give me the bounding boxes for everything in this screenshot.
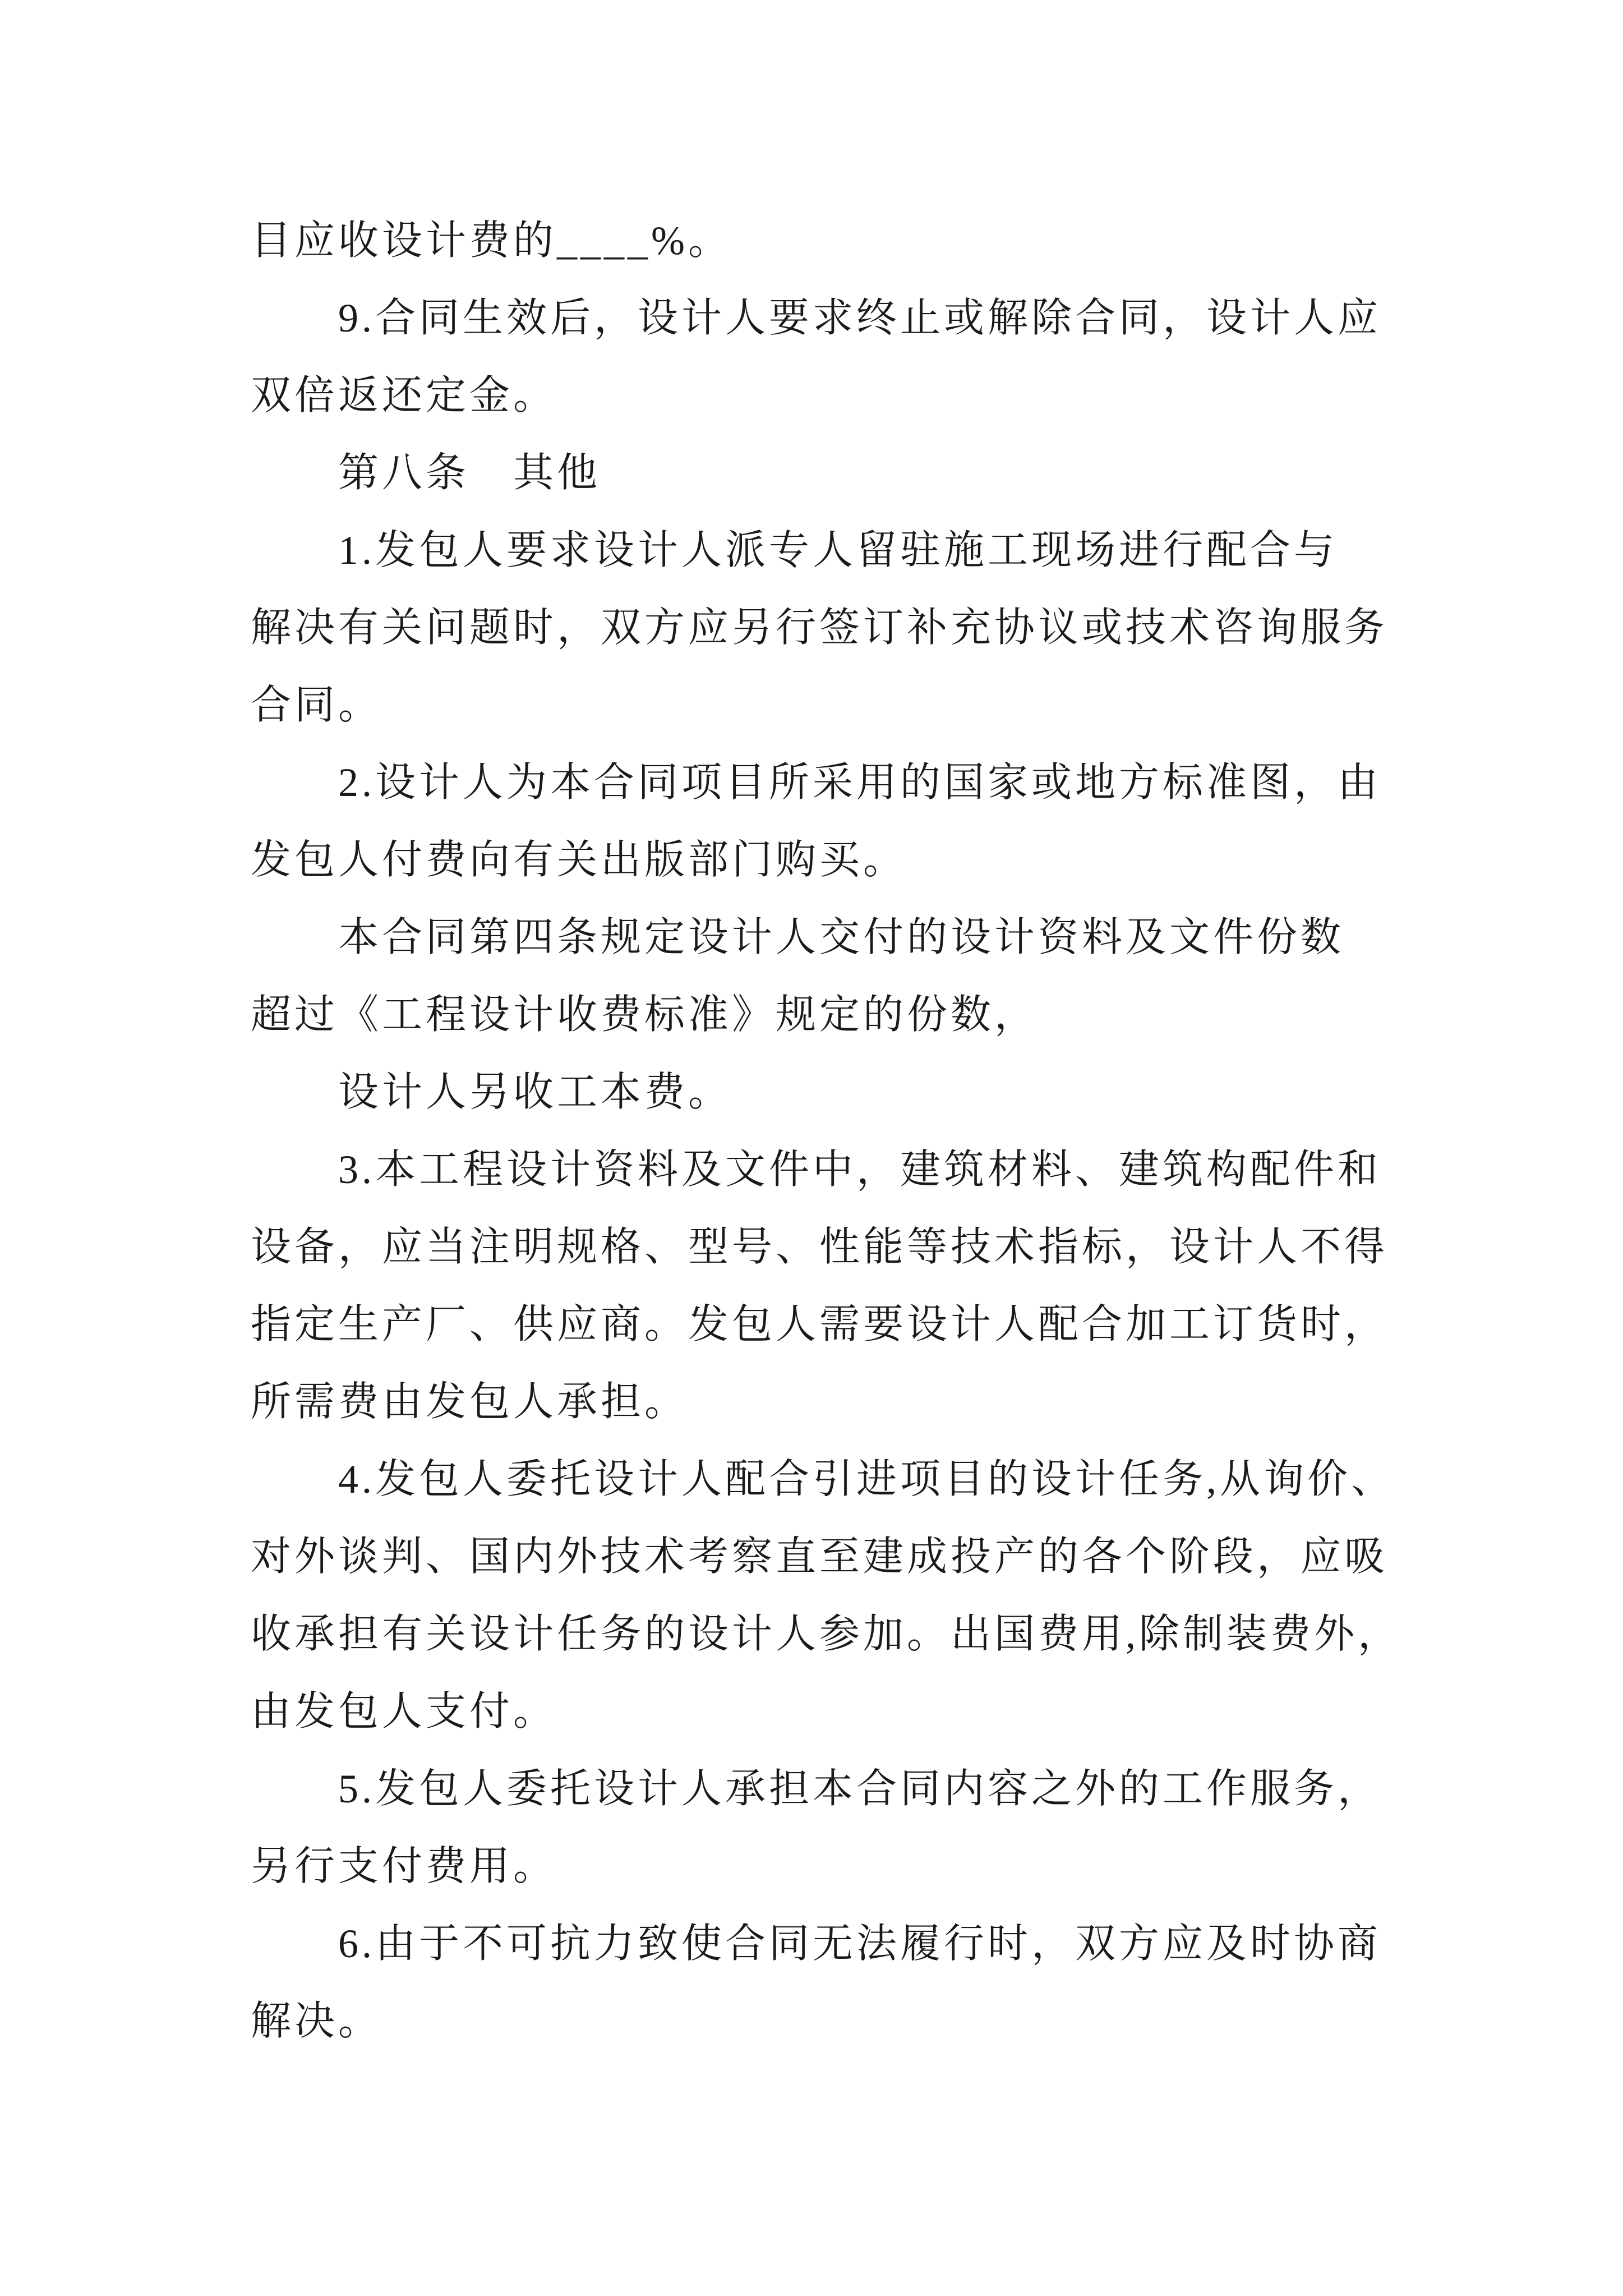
paragraph-item-4	[251, 1441, 1451, 1750]
text-line: 发包人付费向有关出版部门购买。	[251, 838, 907, 882]
text-line: 6.由于不可抗力致使合同无法履行时，双方应及时协商	[338, 1921, 1382, 1966]
text-line: 收承担有关设计任务的设计人参加。出国费用,除制装费外，	[251, 1612, 1402, 1657]
text-line: 所需费由发包人承担。	[251, 1379, 689, 1424]
paragraph-item-3	[251, 1131, 1451, 1441]
text-line: 由发包人支付。	[251, 1689, 557, 1734]
paragraph	[251, 899, 1451, 1053]
text-line: 另行支付费用。	[251, 1844, 557, 1889]
text-line: 5.发包人委托设计人承担本合同内容之外的工作服务，	[338, 1766, 1382, 1811]
text-line: 1.发包人要求设计人派专人留驻施工现场进行配合与	[338, 528, 1338, 573]
text-line: 设计人另收工本费。	[338, 1070, 732, 1115]
text-line: 9.合同生效后，设计人要求终止或解除合同，设计人应	[338, 296, 1382, 341]
paragraph-item-1	[251, 512, 1451, 744]
text-line: 目应收设计费的____%。	[251, 218, 732, 263]
text-line: 4.发包人委托设计人配合引进项目的设计任务,从询价、	[338, 1457, 1395, 1502]
paragraph	[251, 1053, 1451, 1131]
text-line: 对外谈判、国内外技术考察直至建成投产的各个阶段，应吸	[251, 1534, 1389, 1579]
text-line: 合同。	[251, 683, 382, 728]
paragraph-continuation	[251, 202, 1451, 279]
text-line: 本合同第四条规定设计人交付的设计资料及文件份数	[338, 915, 1345, 960]
text-line: 解决有关问题时，双方应另行签订补充协议或技术咨询服务	[251, 605, 1389, 650]
text-line: 超过《工程设计收费标准》规定的份数，	[251, 992, 1039, 1037]
text-line: 3.本工程设计资料及文件中，建筑材料、建筑构配件和	[338, 1147, 1382, 1192]
text-line: 解决。	[251, 1999, 382, 2044]
text-line: 设备，应当注明规格、型号、性能等技术指标，设计人不得	[251, 1225, 1389, 1269]
text-line: 双倍返还定金。	[251, 373, 557, 418]
document-body	[251, 202, 1451, 2060]
paragraph-item-9	[251, 279, 1451, 434]
paragraph-item-2	[251, 744, 1451, 899]
section-heading	[251, 434, 1451, 512]
section-heading-text: 第八条 其他	[338, 450, 601, 495]
paragraph-item-6	[251, 1905, 1451, 2060]
text-line: 指定生产厂、供应商。发包人需要设计人配合加工订货时，	[251, 1302, 1389, 1347]
paragraph-item-5	[251, 1750, 1451, 1905]
text-line: 2.设计人为本合同项目所采用的国家或地方标准图，由	[338, 760, 1382, 805]
